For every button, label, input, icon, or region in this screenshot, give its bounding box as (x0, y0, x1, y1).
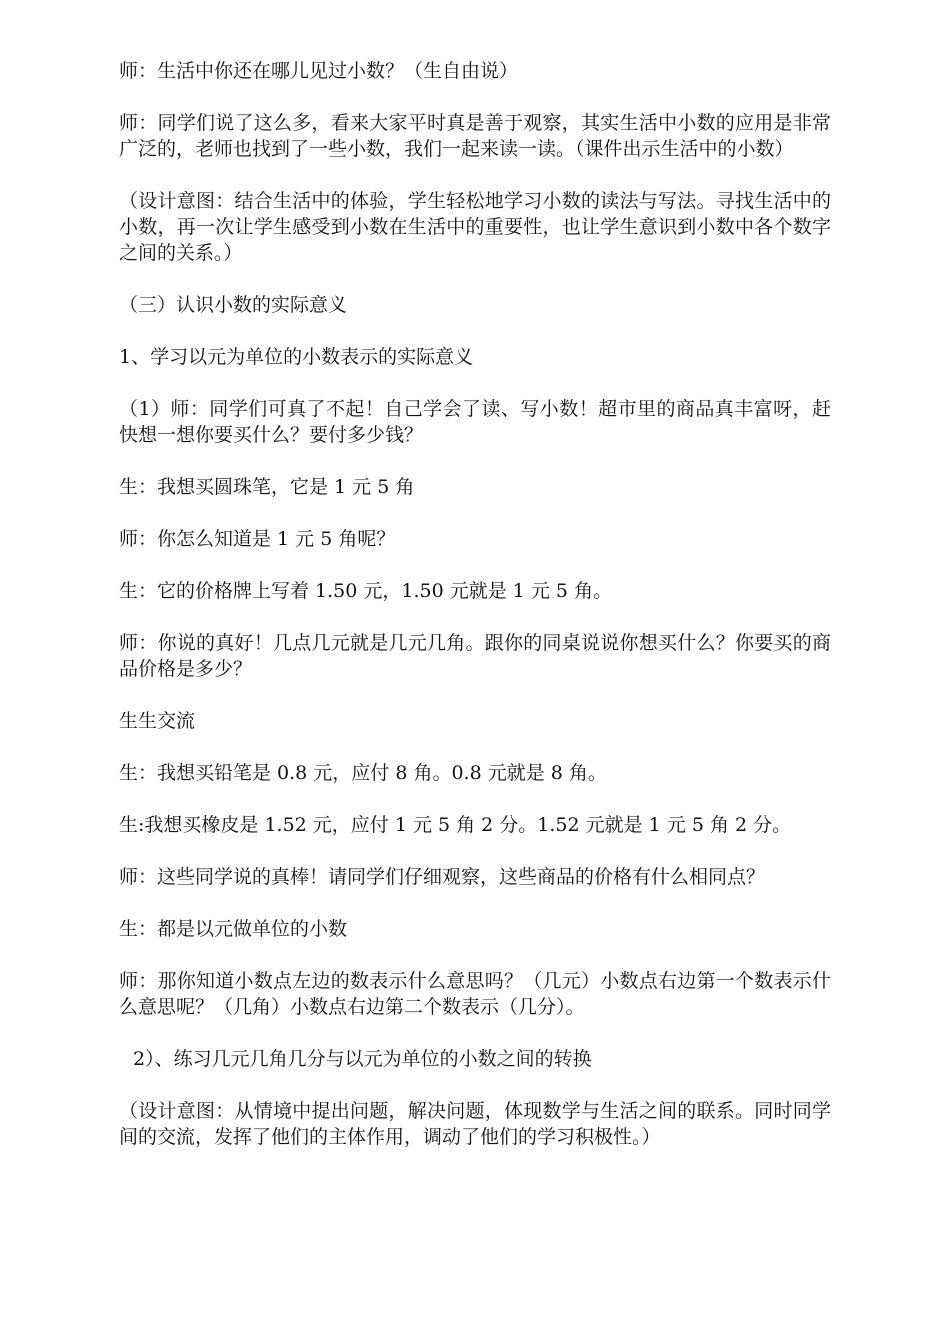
subsection-heading-1: 1、学习以元为单位的小数表示的实际意义 (119, 346, 474, 368)
document-body (119, 58, 831, 1176)
paragraph-teacher-question: 师：生活中你还在哪儿见过小数？（生自由说） (119, 60, 519, 82)
paragraph-teacher-followup: 师：你怎么知道是 1 元 5 角呢？ (119, 528, 396, 550)
paragraph-teacher-prompt: （1）师：同学们可真了不起！自己学会了读、写小数！超市里的商品真丰富呀，赶快想一想你要买什么？要付多少钱？ (119, 398, 831, 446)
paragraph-teacher-explain: 师：那你知道小数点左边的数表示什么意思吗？（几元）小数点右边第一个数表示什么意思呢？（几角）小数点右边第二个数表示（几分）。 (119, 970, 831, 1018)
paragraph-teacher-praise: 师：你说的真好！几点几元就是几元几角。跟你的同桌说说你想买什么？你要买的商品价格是多少？ (119, 632, 831, 680)
paragraph-design-intent-2: （设计意图：从情境中提出问题，解决问题，体现数学与生活之间的联系。同时同学间的交流，发挥了他们的主体作用，调动了他们的学习积极性。） (119, 1100, 831, 1148)
paragraph-student-answer-2: 生：它的价格牌上写着 1.50 元，1.50 元就是 1 元 5 角。 (119, 580, 613, 602)
paragraph-student-answer-4: 生:我想买橡皮是 1.52 元，应付 1 元 5 角 2 分。1.52 元就是 1 元 5 角 2 分。 (119, 814, 792, 836)
paragraph-teacher-observe: 师：这些同学说的真棒！请同学们仔细观察，这些商品的价格有什么相同点？ (119, 866, 766, 888)
paragraph-student-answer-1: 生：我想买圆珠笔，它是 1 元 5 角 (119, 476, 415, 498)
section-heading-3: （三）认识小数的实际意义 (119, 294, 348, 316)
subsection-heading-2: 2）、练习几元几角几分与以元为单位的小数之间的转换 (133, 1048, 592, 1070)
paragraph-teacher-remark: 师：同学们说了这么多，看来大家平时真是善于观察，其实生活中小数的应用是非常广泛的，老师也找到了一些小数，我们一起来读一读。（课件出示生活中的小数） (119, 112, 831, 160)
paragraph-design-intent-1: （设计意图：结合生活中的体验，学生轻松地学习小数的读法与写法。寻找生活中的小数，再一次让学生感受到小数在生活中的重要性，也让学生意识到小数中各个数字之间的关系。） (119, 190, 831, 264)
paragraph-student-answer-5: 生：都是以元做单位的小数 (119, 918, 348, 940)
paragraph-peer-exchange: 生生交流 (119, 710, 196, 732)
paragraph-student-answer-3: 生：我想买铅笔是 0.8 元，应付 8 角。0.8 元就是 8 角。 (119, 762, 607, 784)
